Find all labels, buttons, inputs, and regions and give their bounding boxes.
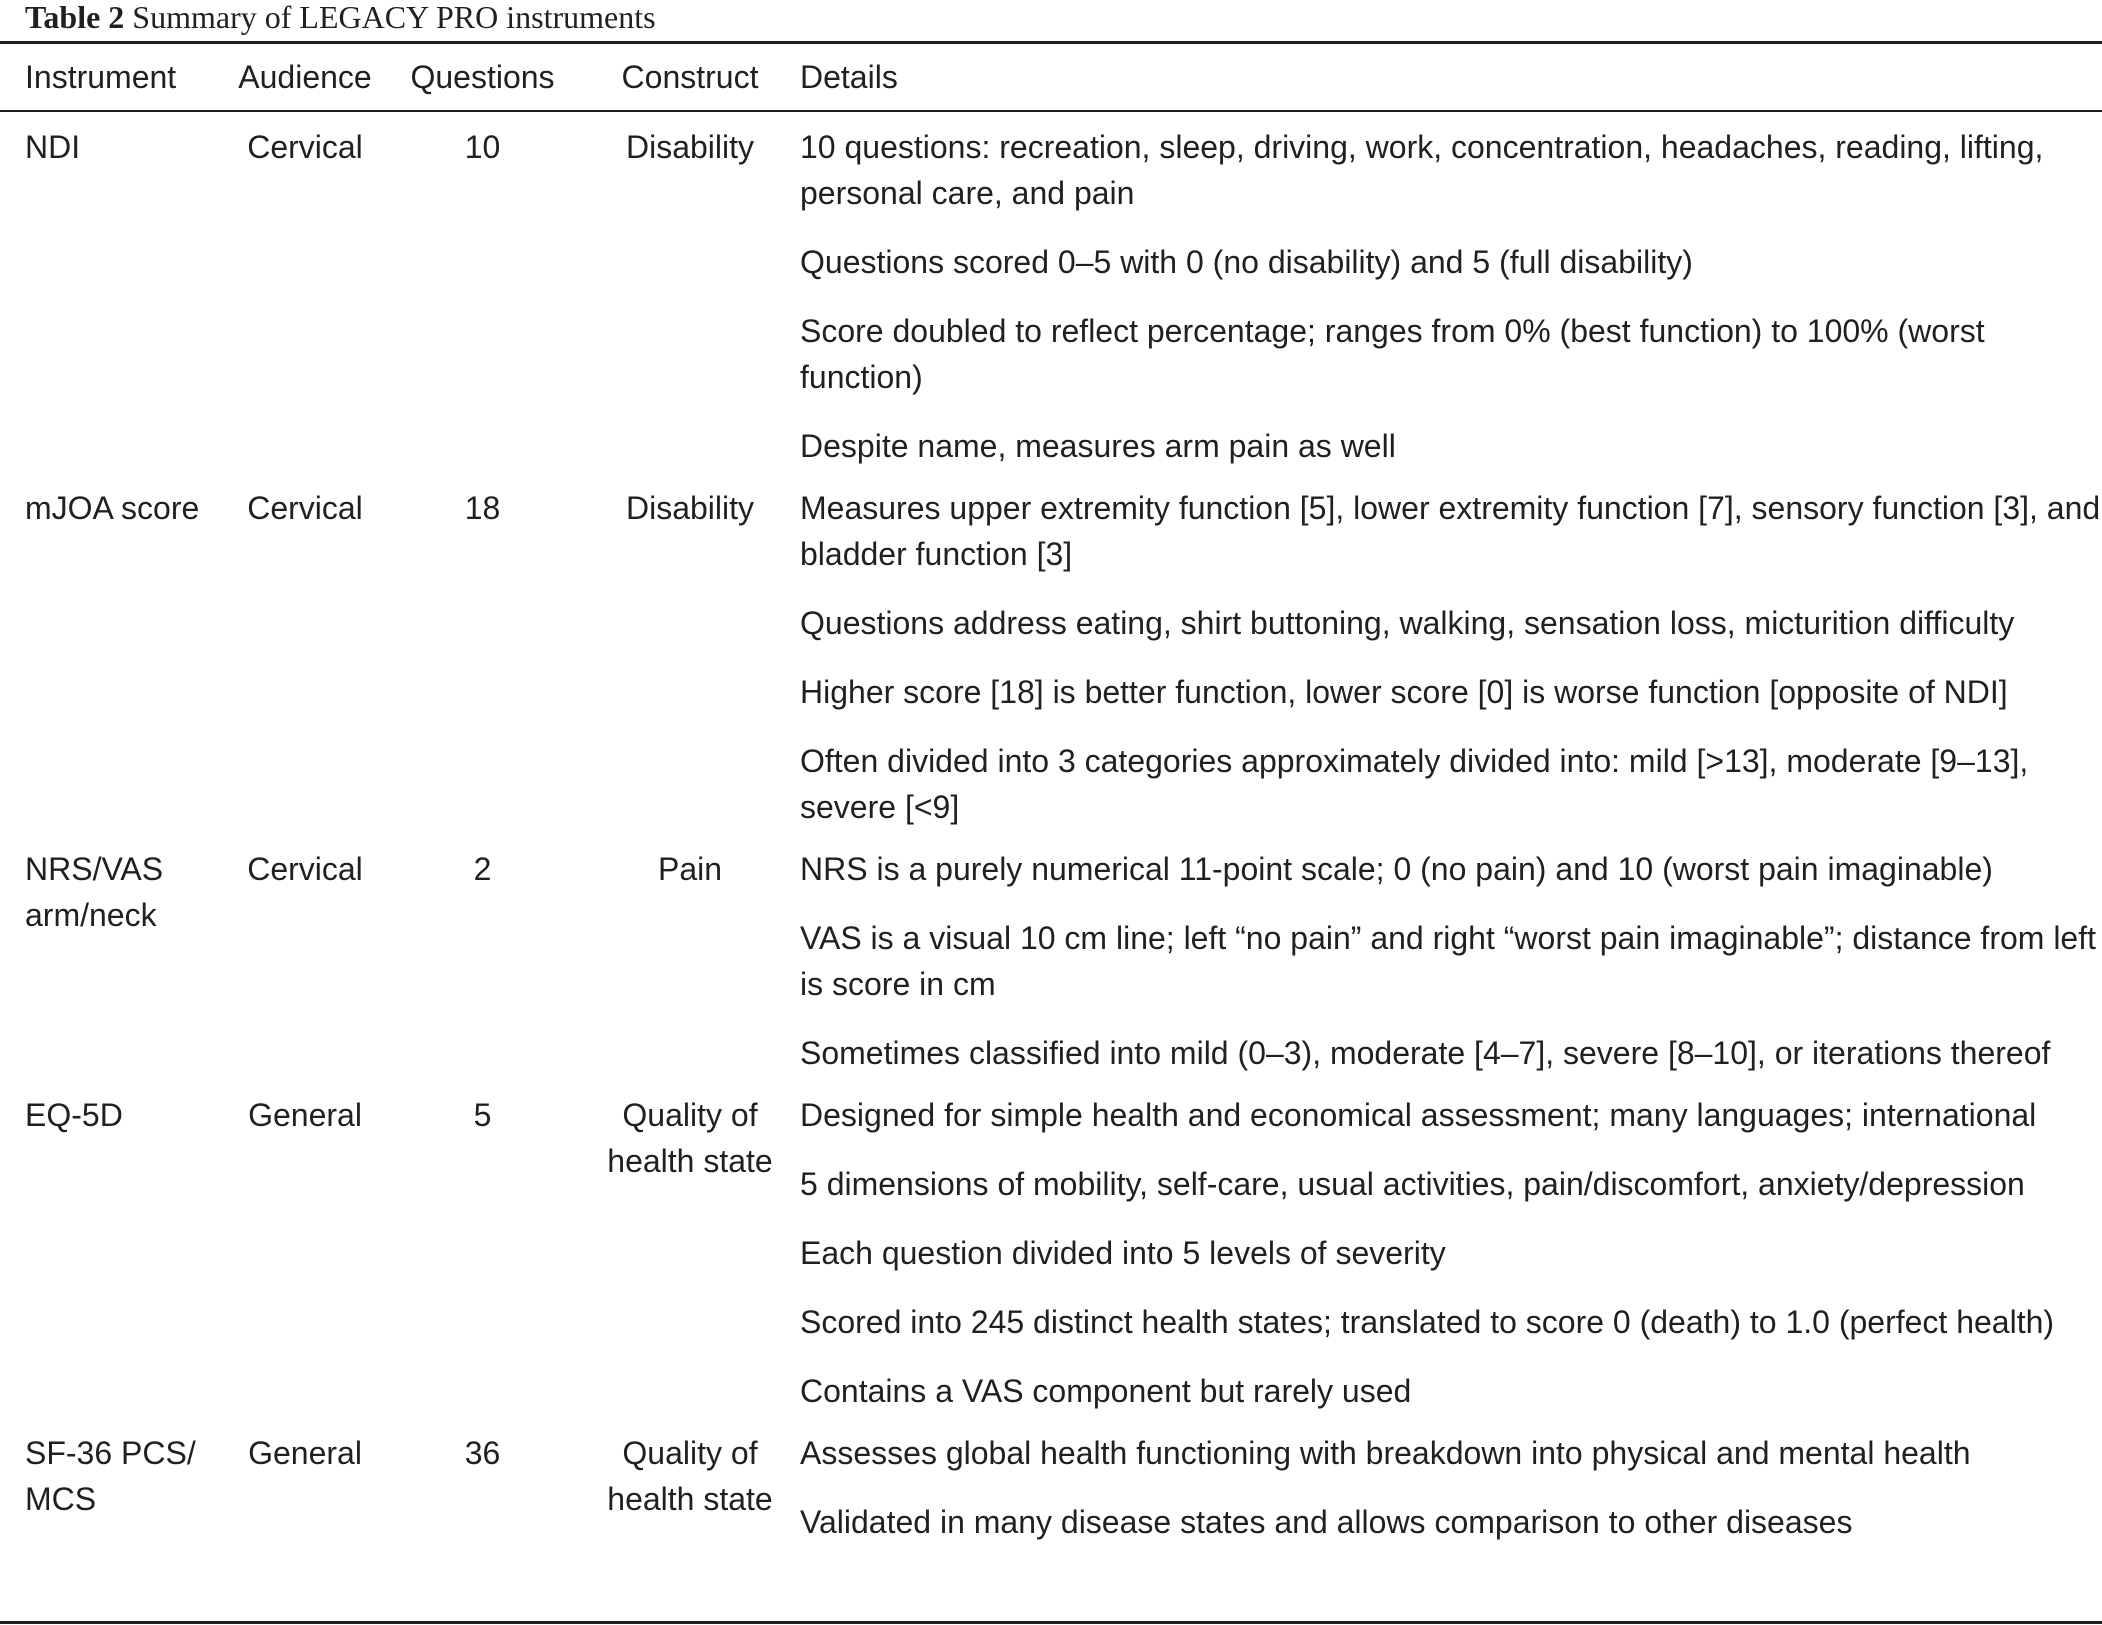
detail-item: Higher score [18] is better function, lower score [0] is worse function [opposite of NDI] <box>800 674 2008 710</box>
questions-cell: 5 <box>473 1097 492 1133</box>
audience-cell: Cervical <box>247 490 363 526</box>
detail-item: Scored into 245 distinct health states; translated to score 0 (death) to 1.0 (perfect health) <box>800 1304 2055 1340</box>
details-cell <box>800 110 2102 469</box>
construct-cell: Disability <box>625 129 755 165</box>
instrument-cell: SF-36 PCS/ MCS <box>25 1435 196 1517</box>
table-caption <box>25 0 656 40</box>
table-row <box>0 469 2102 830</box>
detail-item: Sometimes classified into mild (0–3), moderate [4–7], severe [8–10], or iterations thereof <box>800 1035 2051 1071</box>
detail-item: 5 dimensions of mobility, self-care, usual activities, pain/discomfort, anxiety/depression <box>800 1166 2025 1202</box>
detail-item: Measures upper extremity function [5], lower extremity function [7], sensory function [3], and bladder function [3] <box>800 490 2101 572</box>
table-header-row <box>0 44 2102 110</box>
column-header-construct: Construct <box>621 59 759 95</box>
construct-cell: Pain <box>657 851 723 887</box>
table-row <box>0 1076 2102 1414</box>
questions-cell: 10 <box>464 129 501 165</box>
details-cell <box>800 469 2102 830</box>
detail-item: Designed for simple health and economical assessment; many languages; international <box>800 1097 2037 1133</box>
table-bottom-rule <box>0 1621 2102 1624</box>
table-row <box>0 830 2102 1076</box>
summary-table <box>0 44 2102 1565</box>
detail-item: Assesses global health functioning with breakdown into physical and mental health <box>800 1435 1971 1471</box>
detail-item: Validated in many disease states and allows comparison to other diseases <box>800 1504 1853 1540</box>
detail-item: Often divided into 3 categories approximately divided into: mild [>13], moderate [9–13], severe [<9] <box>800 743 2029 825</box>
instrument-cell: NRS/VAS arm/neck <box>25 851 164 933</box>
detail-item: Score doubled to reflect percentage; ranges from 0% (best function) to 100% (worst function) <box>800 313 1985 395</box>
audience-cell: Cervical <box>247 129 363 165</box>
detail-item: Each question divided into 5 levels of severity <box>800 1235 1446 1271</box>
detail-item: Despite name, measures arm pain as well <box>800 428 1396 464</box>
instrument-cell: EQ-5D <box>25 1097 123 1133</box>
detail-item: NRS is a purely numerical 11-point scale; 0 (no pain) and 10 (worst pain imaginable) <box>800 851 1993 887</box>
column-header-audience: Audience <box>238 59 372 95</box>
details-cell <box>800 1414 2102 1565</box>
instrument-cell: mJOA score <box>25 490 200 526</box>
construct-cell: Quality of health state <box>607 1097 773 1179</box>
construct-cell: Disability <box>625 490 755 526</box>
details-cell <box>800 1076 2102 1414</box>
questions-cell: 2 <box>473 851 492 887</box>
detail-item: Questions scored 0–5 with 0 (no disability) and 5 (full disability) <box>800 244 1693 280</box>
table-caption-title: Summary of LEGACY PRO instruments <box>132 0 656 35</box>
table-row <box>0 110 2102 469</box>
table-row <box>0 1414 2102 1565</box>
detail-item: Contains a VAS component but rarely used <box>800 1373 1412 1409</box>
column-header-instrument: Instrument <box>25 59 177 95</box>
detail-item: Questions address eating, shirt buttoning, walking, sensation loss, micturition difficulty <box>800 605 2015 641</box>
questions-cell: 36 <box>464 1435 501 1471</box>
detail-item: 10 questions: recreation, sleep, driving, work, concentration, headaches, reading, lifting, personal care, and pain <box>800 129 2044 211</box>
audience-cell: Cervical <box>247 851 363 887</box>
audience-cell: General <box>248 1435 362 1471</box>
questions-cell: 18 <box>464 490 501 526</box>
audience-cell: General <box>248 1097 362 1133</box>
table-caption-label: Table 2 <box>25 0 125 35</box>
detail-item: VAS is a visual 10 cm line; left “no pain” and right “worst pain imaginable”; distance from left is score in cm <box>800 920 2096 1002</box>
construct-cell: Quality of health state <box>607 1435 773 1517</box>
column-header-questions: Questions <box>410 59 555 95</box>
table-body <box>0 110 2102 1565</box>
column-header-details: Details <box>800 59 898 95</box>
instrument-cell: NDI <box>25 129 81 165</box>
details-cell <box>800 830 2102 1076</box>
